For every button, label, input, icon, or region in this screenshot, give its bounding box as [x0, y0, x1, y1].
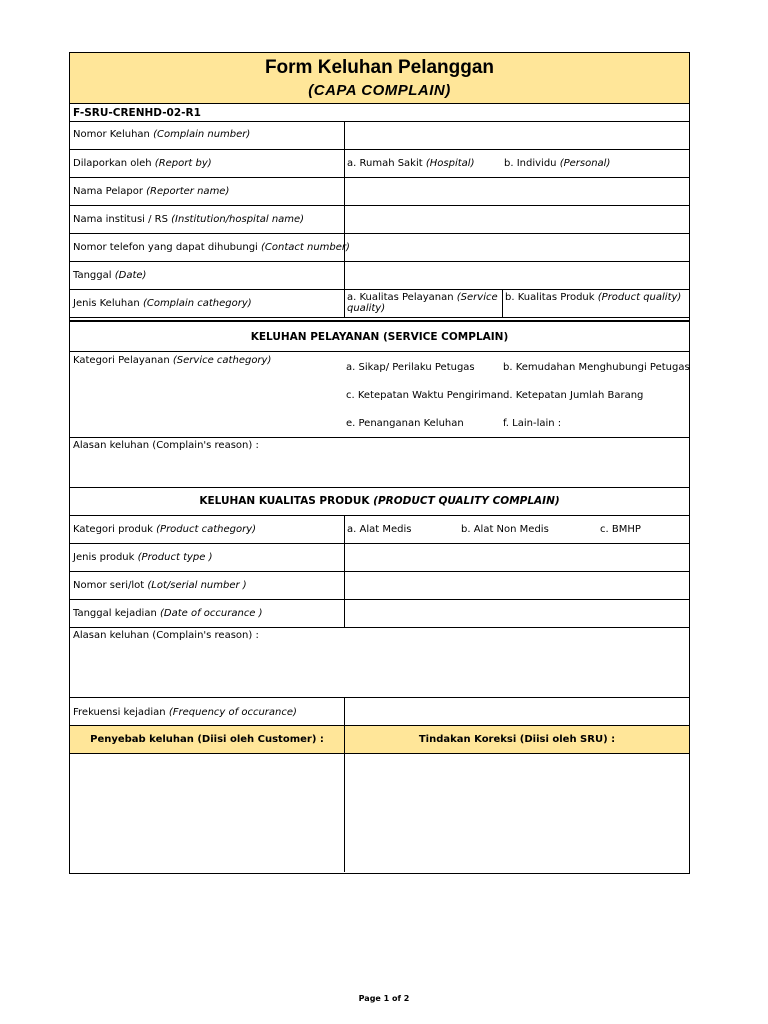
service-option-handling[interactable]: e. Penanganan Keluhan — [346, 418, 464, 429]
option-service-line1: a. Kualitas Pelayanan (Service — [347, 292, 498, 303]
product-option-bmhp[interactable]: c. BMHP — [600, 524, 641, 535]
reported-by-row — [70, 150, 689, 178]
action-body-row — [70, 754, 689, 872]
phone-field[interactable] — [344, 234, 689, 261]
form-title: Form Keluhan Pelanggan — [264, 57, 495, 78]
institution-field[interactable] — [344, 206, 689, 233]
serial-field[interactable] — [344, 572, 689, 599]
service-option-contact[interactable]: b. Kemudahan Menghubungi Petugas — [503, 362, 690, 373]
service-option-other[interactable]: f. Lain-lain : — [503, 418, 562, 429]
form-subtitle: (CAPA COMPLAIN) — [308, 82, 451, 99]
frequency-row — [70, 698, 689, 726]
correction-header-label: Tindakan Koreksi (Diisi oleh SRU) : — [418, 734, 616, 745]
option-service-line2: quality) — [347, 303, 386, 314]
institution-label: Nama institusi / RS (Institution/hospital name) — [73, 214, 305, 225]
complaint-category-label: Jenis Keluhan (Complain cathegory) — [73, 298, 252, 309]
service-section-header — [70, 320, 689, 352]
complaint-number-row — [70, 122, 689, 150]
product-type-field[interactable] — [344, 544, 689, 571]
complaint-form — [69, 52, 690, 874]
reported-by-option-personal[interactable]: b. Individu (Personal) — [504, 158, 611, 169]
action-header-row — [70, 726, 689, 754]
reporter-name-row — [70, 178, 689, 206]
service-reason-row[interactable] — [70, 438, 689, 488]
page-number: Page 1 of 2 — [358, 994, 410, 1003]
reporter-name-field[interactable] — [344, 178, 689, 205]
service-category-label: Kategori Pelayanan (Service cathegory) — [73, 355, 272, 366]
frequency-label: Frekuensi kejadian (Frequency of occurance) — [73, 707, 297, 718]
complaint-category-option-service[interactable] — [344, 290, 502, 317]
product-category-row — [70, 516, 689, 544]
complaint-number-label: Nomor Keluhan (Complain number) — [73, 129, 251, 140]
service-option-delivery-time[interactable]: c. Ketepatan Waktu Pengiriman — [346, 390, 504, 401]
service-option-quantity[interactable]: d. Ketepatan Jumlah Barang — [503, 390, 644, 401]
form-code-row — [70, 104, 689, 122]
incident-date-field[interactable] — [344, 600, 689, 627]
product-option-medical[interactable]: a. Alat Medis — [347, 524, 412, 535]
service-reason-label: Alasan keluhan (Complain's reason) : — [73, 440, 259, 451]
incident-date-row — [70, 600, 689, 628]
incident-date-label: Tanggal kejadian (Date of occurance ) — [73, 608, 263, 619]
serial-row — [70, 572, 689, 600]
form-code: F-SRU-CRENHD-02-R1 — [73, 107, 201, 119]
complaint-category-option-product[interactable] — [502, 290, 689, 317]
complaint-category-row — [70, 290, 689, 318]
phone-row — [70, 234, 689, 262]
product-section-header — [70, 488, 689, 516]
reported-by-label: Dilaporkan oleh (Report by) — [73, 158, 212, 169]
service-option-attitude[interactable]: a. Sikap/ Perilaku Petugas — [346, 362, 475, 373]
reported-by-options — [344, 150, 689, 177]
correction-field[interactable] — [344, 754, 689, 872]
institution-row — [70, 206, 689, 234]
cause-field[interactable] — [70, 754, 344, 872]
product-type-row — [70, 544, 689, 572]
product-reason-row[interactable] — [70, 628, 689, 698]
product-reason-label: Alasan keluhan (Complain's reason) : — [73, 630, 259, 641]
date-label: Tanggal (Date) — [73, 270, 147, 281]
cause-header-label: Penyebab keluhan (Diisi oleh Customer) : — [90, 734, 324, 745]
serial-label: Nomor seri/lot (Lot/serial number ) — [73, 580, 247, 591]
reported-by-option-hospital[interactable]: a. Rumah Sakit (Hospital) — [347, 158, 475, 169]
date-field[interactable] — [344, 262, 689, 289]
product-type-label: Jenis produk (Product type ) — [73, 552, 213, 563]
phone-label: Nomor telefon yang dapat dihubungi (Contact number) — [73, 242, 350, 253]
service-section-title: KELUHAN PELAYANAN (SERVICE COMPLAIN) — [250, 331, 509, 343]
option-product-label: b. Kualitas Produk (Product quality) — [505, 292, 682, 303]
product-category-options — [344, 516, 689, 543]
service-category-row — [70, 352, 689, 438]
correction-header — [344, 726, 689, 753]
reporter-name-label: Nama Pelapor (Reporter name) — [73, 186, 230, 197]
product-section-title: KELUHAN KUALITAS PRODUK (PRODUCT QUALITY COMPLAIN) — [199, 495, 560, 507]
cause-header — [70, 726, 344, 753]
complaint-number-field[interactable] — [344, 122, 689, 149]
date-row — [70, 262, 689, 290]
frequency-field[interactable] — [344, 698, 689, 725]
form-header — [70, 53, 689, 104]
product-option-non-medical[interactable]: b. Alat Non Medis — [461, 524, 549, 535]
product-category-label: Kategori produk (Product cathegory) — [73, 524, 257, 535]
